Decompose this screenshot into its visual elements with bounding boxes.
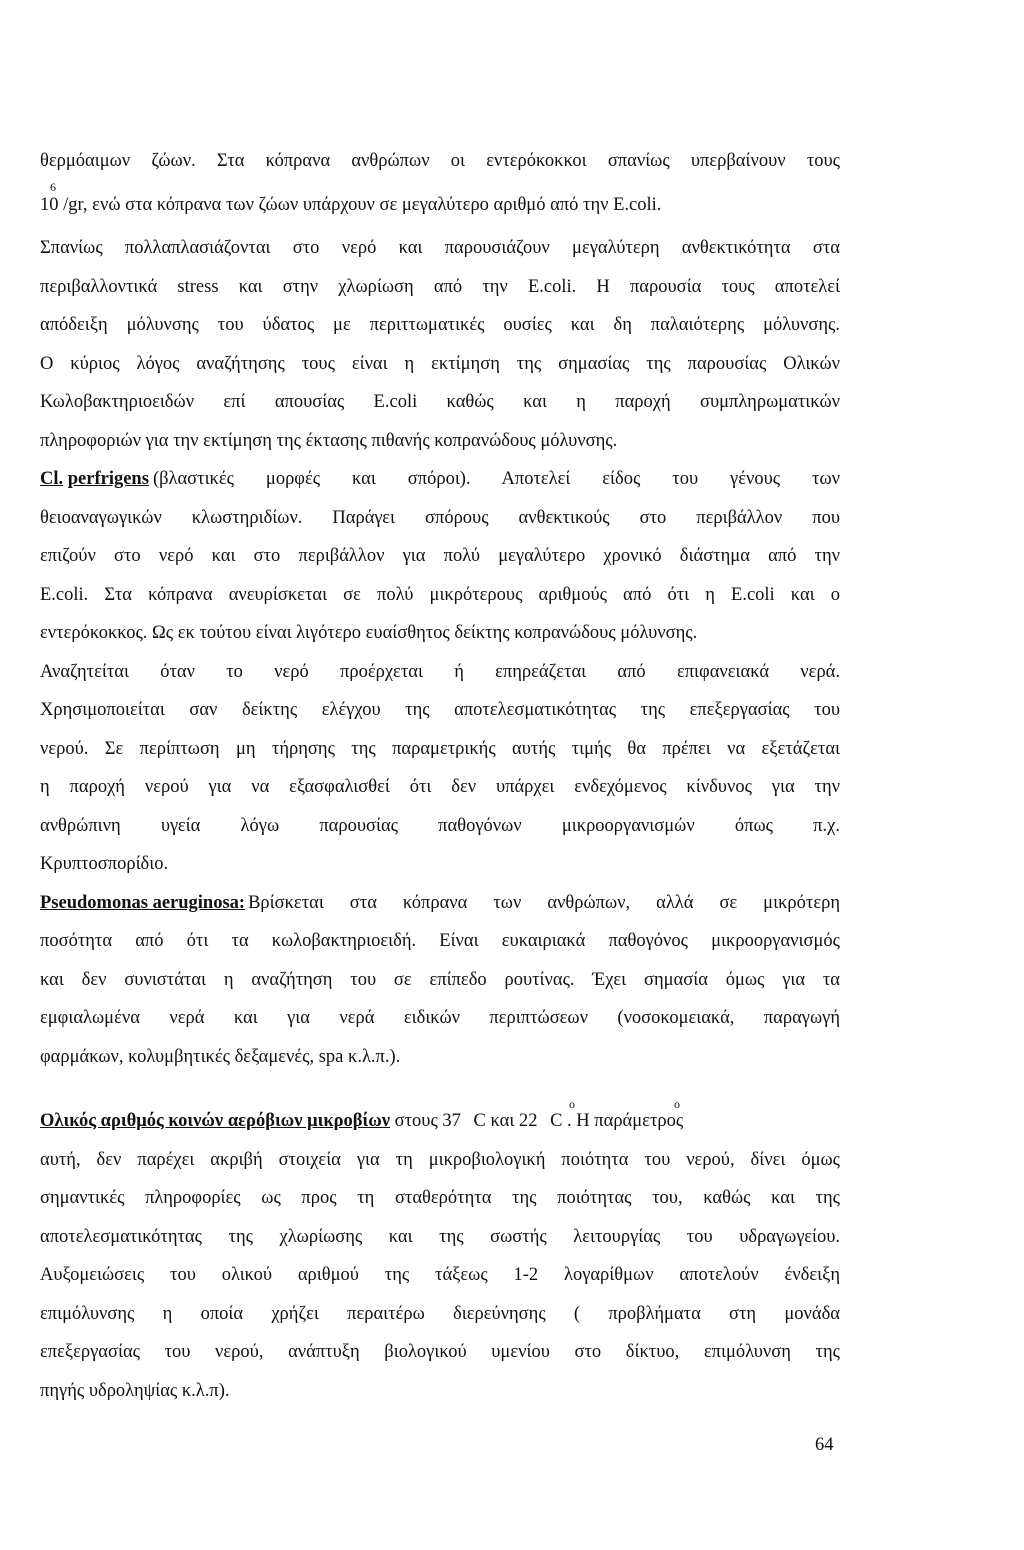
text-line: Χρησιμοποιείται σαν δείκτης ελέγχου της αποτελεσματικότητας της επεξεργασίας του <box>40 700 840 720</box>
text-fragment: /gr, ενώ στα κόπρανα των ζώων υπάρχουν σε μεγαλύτερο αριθμό από την E.coli. <box>63 195 662 215</box>
page-number: 64 <box>815 1435 834 1455</box>
text-line <box>40 1110 840 1132</box>
text-line <box>40 892 840 914</box>
text-line: αποτελεσματικότητας της χλωρίωσης και της σωστής λειτουργίας του υδραγωγείου. <box>40 1227 840 1247</box>
text-line: φαρμάκων, κολυμβητικές δεξαμενές, spa κ.λ.π.). <box>40 1047 401 1067</box>
text-line: Κρυπτοσπορίδιο. <box>40 854 169 874</box>
text-line: εμφιαλωμένα νερά και για νερά ειδικών περιπτώσεων (νοσοκομειακά, παραγωγή <box>40 1008 840 1028</box>
heading-pseudomonas: Pseudomonas aeruginosa: <box>40 893 246 913</box>
text-line: πληροφοριών για την εκτίμηση της έκτασης πιθανής κοπρανώδους μόλυνσης. <box>40 431 618 451</box>
text-fragment: (βλαστικές μορφές και σπόροι). Αποτελεί είδος του γένους των <box>152 469 840 489</box>
text-line: ανθρώπινη υγεία λόγω παρουσίας παθογόνων μικροοργανισμών όπως π.χ. <box>40 816 840 836</box>
text-line: πηγής υδροληψίας κ.λ.π). <box>40 1381 230 1401</box>
text-line: επεξεργασίας του νερού, ανάπτυξη βιολογικού υμενίου στο δίκτυο, επιμόλυνση της <box>40 1342 840 1362</box>
text-fragment: C και 22 <box>473 1111 538 1131</box>
text-line: περιβαλλοντικά stress και στην χλωρίωση από την E.coli. Η παρουσία τους αποτελεί <box>40 277 840 297</box>
text-line: εντερόκοκκος. Ως εκ τούτου είναι λιγότερο ευαίσθητος δείκτης κοπρανώδους μόλυνσης. <box>40 623 698 643</box>
text-fragment: Βρίσκεται στα κόπρανα των ανθρώπων, αλλά σε μικρότερη <box>248 893 840 913</box>
text-line <box>40 194 840 216</box>
degree-mark: o <box>569 1097 575 1111</box>
text-line: Αυξομειώσεις του ολικού αριθμού της τάξεως 1-2 λογαρίθμων αποτελούν ένδειξη <box>40 1265 840 1285</box>
text-fragment: στους 37 <box>394 1111 461 1131</box>
exponent-base: 10 <box>40 195 59 215</box>
heading-cl-perfringens <box>40 468 149 490</box>
exponent: 6 <box>50 180 56 194</box>
heading-perfringens: perfrigens <box>67 469 149 489</box>
text-line: σημαντικές πληροφορίες ως προς τη σταθερότητα της ποιότητας του, καθώς και της <box>40 1188 840 1208</box>
text-line: η παροχή νερού για να εξασφαλισθεί ότι δεν υπάρχει ενδεχόμενος κίνδυνος για την <box>40 777 840 797</box>
text-line: και δεν συνιστάται η αναζήτηση του σε επίπεδο ρουτίνας. Έχει σημασία όμως για τα <box>40 970 840 990</box>
text-line: αυτή, δεν παρέχει ακριβή στοιχεία για τη μικροβιολογική ποιότητα του νερού, δίνει όμως <box>40 1150 840 1170</box>
text-line: ποσότητα από ότι τα κωλοβακτηριοειδή. Είναι ευκαιριακά παθογόνος μικροοργανισμός <box>40 931 840 951</box>
text-line: Ο κύριος λόγος αναζήτησης τους είναι η εκτίμηση της σημασίας της παρουσίας Ολικών <box>40 354 840 374</box>
text-line: Κωλοβακτηριοειδών επί απουσίας E.coli καθώς και η παροχή συμπληρωματικών <box>40 392 840 412</box>
text-line <box>40 468 840 490</box>
text-line: θερμόαιμων ζώων. Στα κόπρανα ανθρώπων οι εντερόκοκκοι σπανίως υπερβαίνουν τους <box>40 151 840 171</box>
text-line: νερού. Σε περίπτωση μη τήρησης της παραμετρικής αυτής τιμής θα πρέπει να εξετάζεται <box>40 739 840 759</box>
text-line: επιζούν στο νερό και στο περιβάλλον για πολύ μεγαλύτερο χρονικό διάστημα από την <box>40 546 840 566</box>
text-fragment: C . Η παράμετρος <box>550 1111 684 1131</box>
heading-cl: Cl. <box>40 469 64 489</box>
text-line: θειοαναγωγικών κλωστηριδίων. Παράγει σπόρους ανθεκτικούς στο περιβάλλον που <box>40 508 840 528</box>
text-line: Αναζητείται όταν το νερό προέρχεται ή επηρεάζεται από επιφανειακά νερά. <box>40 662 840 682</box>
text-line: Σπανίως πολλαπλασιάζονται στο νερό και παρουσιάζουν μεγαλύτερη ανθεκτικότητα στα <box>40 238 840 258</box>
degree-mark: o <box>674 1097 680 1111</box>
heading-total-count: Ολικός αριθμός κοινών αερόβιων μικροβίων <box>40 1111 391 1131</box>
text-line: E.coli. Στα κόπρανα ανευρίσκεται σε πολύ μικρότερους αριθμούς από ότι η E.coli και ο <box>40 585 840 605</box>
text-line: επιμόλυνσης η οποία χρήζει περαιτέρω διερεύνησης ( προβλήματα στη μονάδα <box>40 1304 840 1324</box>
text-line: απόδειξη μόλυνσης του ύδατος με περιττωματικές ουσίες και δη παλαιότερης μόλυνσης. <box>40 315 840 335</box>
